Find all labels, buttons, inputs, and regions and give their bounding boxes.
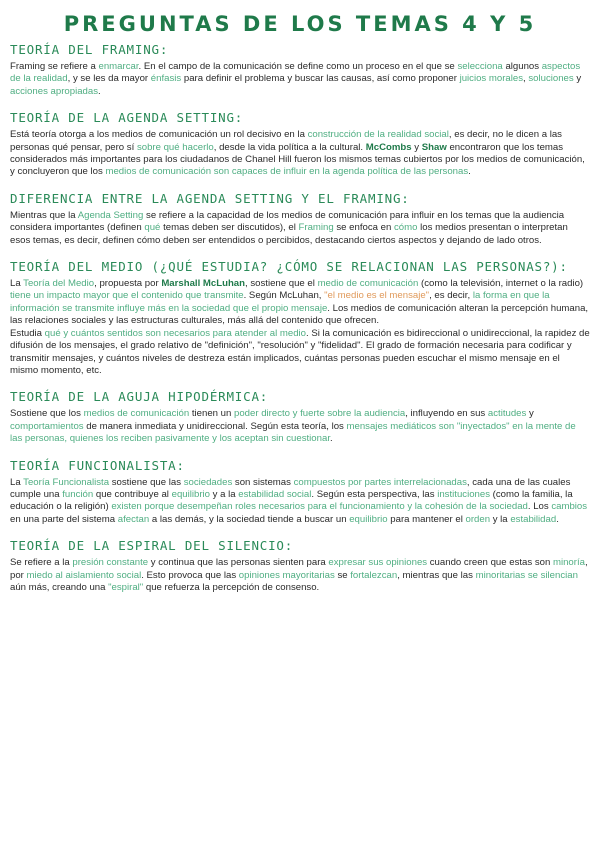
text-run: . Los — [527, 501, 552, 513]
text-run: y continua que las personas sienten para — [148, 557, 329, 569]
section-heading: DIFERENCIA ENTRE LA AGENDA SETTING Y EL FRAMING: — [10, 190, 410, 206]
text-run: Se refiere a la — [10, 557, 73, 569]
text-run: y — [573, 73, 582, 85]
text-run: (como la televisión, internet o la radio) — [418, 278, 584, 290]
section-heading: TEORÍA DEL MEDIO (¿QUÉ ESTUDIA? ¿CÓMO SE RELACIONAN LAS PERSONAS?): — [10, 259, 568, 275]
text-run: encontraron que los temas considerados más importantes para los ciudadanos de Chanel Hill fueron los mismos temas cubiertos por los medios de comunicación, y concluyeron que los — [10, 141, 585, 178]
section-body — [10, 557, 590, 594]
text-run: Estudia — [10, 327, 45, 339]
text-run: , sostiene que el — [245, 278, 318, 290]
highlighted-text: Marshall McLuhan — [161, 278, 246, 290]
highlighted-text: minoría — [552, 557, 585, 569]
text-run: que contribuye al — [93, 488, 172, 500]
highlighted-text: Teoría Funcionalista — [23, 476, 110, 488]
paragraph — [10, 61, 590, 98]
section-body — [10, 408, 590, 445]
highlighted-text: presión constante — [72, 557, 149, 569]
text-run: . Si la comunicación es bidireccional o unidireccional, la rapidez de difusión de los mensajes, el grado relativo de "definición", "resolución" y "fidelidad". El grado de formación necesaria para codificar y transmitir mensajes, y cuántos niveles de destreza están implicados, cuántas personas pueden escuchar el mismo mensaje en el mismo momento, etc. — [10, 327, 590, 376]
text-run: tienen un — [189, 408, 235, 420]
section-body — [10, 278, 590, 377]
section-body — [10, 129, 590, 179]
text-run: se — [334, 569, 351, 581]
text-run: . — [329, 433, 333, 445]
highlighted-text: qué y cuántos sentidos son necesarios para atender al medio — [44, 327, 306, 339]
highlighted-text: selecciona — [457, 61, 503, 72]
text-run: . — [98, 85, 101, 97]
highlighted-text: Teoría del Medio — [23, 278, 95, 290]
highlighted-text: estabilidad social — [238, 488, 312, 500]
text-run: Está teoría otorga a los medios de comunicación un rol decisivo en la — [10, 129, 308, 141]
highlighted-text: estabilidad — [510, 513, 557, 525]
text-run: . Según esta perspectiva, las — [311, 488, 438, 500]
section-heading: TEORÍA DEL FRAMING: — [10, 42, 169, 57]
text-run: algunos — [502, 61, 542, 72]
highlighted-text: sobre qué hacerlo — [136, 141, 214, 153]
highlighted-text: la forma en que la información se transmite influye más en la sociedad que el propio mensaje — [10, 290, 550, 314]
highlighted-text: orden — [465, 513, 491, 525]
highlighted-text: expresar sus opiniones — [328, 557, 428, 569]
highlighted-text: fortalezcan — [350, 569, 398, 581]
text-run: (como la familia, la educación o la religión) — [10, 488, 573, 513]
section-body — [10, 477, 590, 527]
text-run: son sistemas — [232, 476, 294, 488]
highlighted-text: afectan — [117, 513, 150, 525]
text-run: y la — [490, 513, 511, 525]
section — [10, 259, 590, 377]
text-run: y — [526, 408, 534, 420]
text-run: , por — [10, 557, 588, 581]
highlighted-text: equilibrio — [349, 513, 388, 525]
section — [10, 110, 590, 179]
highlighted-text: miedo al aislamiento social — [26, 569, 142, 581]
text-run: , cada una de las cuales cumple una — [10, 476, 571, 500]
highlighted-text: minoritarias se silencian — [475, 569, 578, 581]
text-run: , y se les da mayor — [67, 73, 151, 85]
highlighted-text: McCombs — [365, 141, 412, 153]
section — [10, 42, 590, 98]
text-run: . — [468, 166, 471, 178]
text-run: se refiere a la capacidad de los medios de comunicación para influir en los temas que la audiencia considera importantes (definen — [10, 209, 565, 234]
section-body — [10, 210, 590, 247]
text-run: de manera inmediata y unidireccional. Según esta teoría, los — [83, 420, 347, 432]
text-run: para definir el problema y buscar las causas, así como proponer — [181, 73, 460, 85]
section-heading: TEORÍA DE LA AGUJA HIPODÉRMICA: — [10, 389, 269, 405]
section — [10, 538, 590, 594]
text-run: , es decir, — [429, 290, 473, 302]
section-heading: TEORÍA DE LA AGENDA SETTING: — [10, 110, 244, 126]
text-run: a las demás, y la sociedad tiende a buscar un — [149, 513, 350, 525]
text-run: La — [10, 476, 24, 488]
text-run: y — [411, 141, 422, 153]
highlighted-text: medio de comunicación — [317, 278, 419, 290]
text-run: Sostiene que los — [10, 408, 84, 420]
highlighted-text: Shaw — [421, 141, 447, 153]
paragraph — [10, 408, 590, 445]
text-run: aún más, creando una — [10, 581, 109, 593]
text-run: , — [523, 73, 529, 85]
highlighted-text: enmarcar — [98, 61, 139, 72]
text-run: . Los medios de comunicación alteran la percepción humana, las relaciones sociales y las estructuras culturales, más allá del contenido que ofrecen. — [10, 302, 589, 327]
text-run: se enfoca en — [333, 222, 394, 234]
highlighted-text: existen porque desempeñan roles necesarios para el funcionamiento y la cohesión de la sociedad — [111, 501, 528, 513]
paragraph — [10, 278, 590, 328]
highlighted-text: opiniones mayoritarias — [238, 569, 335, 581]
highlighted-text: aspectos de la realidad — [10, 61, 581, 85]
section-body — [10, 61, 590, 98]
highlighted-text: compuestos por partes interrelacionadas — [293, 476, 467, 488]
section-heading: TEORÍA DE LA ESPIRAL DEL SILENCIO: — [10, 538, 294, 554]
highlighted-text: medios de comunicación — [83, 408, 190, 420]
section-heading: TEORÍA FUNCIONALISTA: — [10, 457, 185, 473]
text-run: . Esto provoca que las — [141, 569, 239, 581]
highlighted-text: mensajes mediáticos son "inyectados" en la mente de las personas, quienes los reciben pasivamente y los aceptan sin cuestionar — [10, 420, 576, 445]
paragraph — [10, 210, 590, 247]
highlighted-text: qué — [144, 222, 161, 234]
highlighted-text: poder directo y fuerte sobre la audiencia — [234, 408, 406, 420]
paragraph — [10, 557, 590, 594]
text-run: , influyendo en sus — [405, 408, 488, 420]
text-run: cuando creen que estas son — [427, 557, 553, 569]
text-run: Mientras que la — [10, 209, 78, 221]
highlighted-text: equilibrio — [171, 488, 211, 500]
text-run: sostiene que las — [109, 476, 184, 488]
highlighted-text: acciones apropiadas — [10, 85, 99, 97]
highlighted-text: "el medio es el mensaje" — [324, 290, 430, 302]
highlighted-text: "espiral" — [108, 581, 144, 593]
highlighted-text: construcción de la realidad social — [307, 129, 449, 141]
highlighted-text: cómo — [394, 222, 418, 234]
text-run: , desde la vida política a la cultural. — [213, 141, 366, 153]
text-run: en una parte del sistema — [10, 513, 118, 525]
highlighted-text: juicios morales — [459, 73, 524, 85]
highlighted-text: Agenda Setting — [77, 209, 144, 221]
text-run: temas deben ser discutidos), el — [160, 222, 299, 234]
text-run: , propuesta por — [94, 278, 162, 290]
section — [10, 191, 590, 247]
highlighted-text: sociedades — [183, 476, 233, 488]
section — [10, 389, 590, 445]
page-title: PREGUNTAS DE LOS TEMAS 4 Y 5 — [63, 12, 537, 36]
highlighted-text: medios de comunicación son capaces de influir en la agenda política de las personas — [105, 166, 469, 178]
text-run: para mantener el — [387, 513, 466, 525]
highlighted-text: cambios — [551, 501, 588, 513]
highlighted-text: comportamientos — [10, 420, 84, 432]
text-run: La — [10, 278, 24, 290]
highlighted-text: Framing — [298, 222, 334, 234]
paragraph — [10, 477, 590, 527]
text-run: . — [556, 513, 559, 525]
text-run: , es decir, no le dicen a las personas qué pensar, pero sí — [10, 129, 562, 153]
sections-container — [10, 42, 590, 594]
text-run: que refuerza la percepción de consenso. — [143, 581, 320, 593]
text-run: . Según McLuhan, — [243, 290, 325, 302]
highlighted-text: tiene un impacto mayor que el contenido que transmite — [10, 290, 244, 302]
paragraph — [10, 328, 590, 378]
highlighted-text: función — [62, 488, 94, 500]
highlighted-text: instituciones — [437, 488, 491, 500]
section — [10, 458, 590, 527]
highlighted-text: soluciones — [528, 73, 574, 85]
text-run: , mientras que las — [397, 569, 476, 581]
text-run: los medios presentan o interpretan esos temas, es decir, definen cómo deben ser entendidos o percibidos, destacando ciertos aspectos y dejando de lado otros. — [10, 222, 568, 246]
text-run: . En el campo de la comunicación se define como un proceso en el que se — [138, 61, 458, 72]
highlighted-text: actitudes — [487, 408, 527, 420]
highlighted-text: énfasis — [150, 73, 182, 85]
text-run: Framing se refiere a — [10, 61, 99, 72]
paragraph — [10, 129, 590, 179]
text-run: y a la — [210, 488, 239, 500]
